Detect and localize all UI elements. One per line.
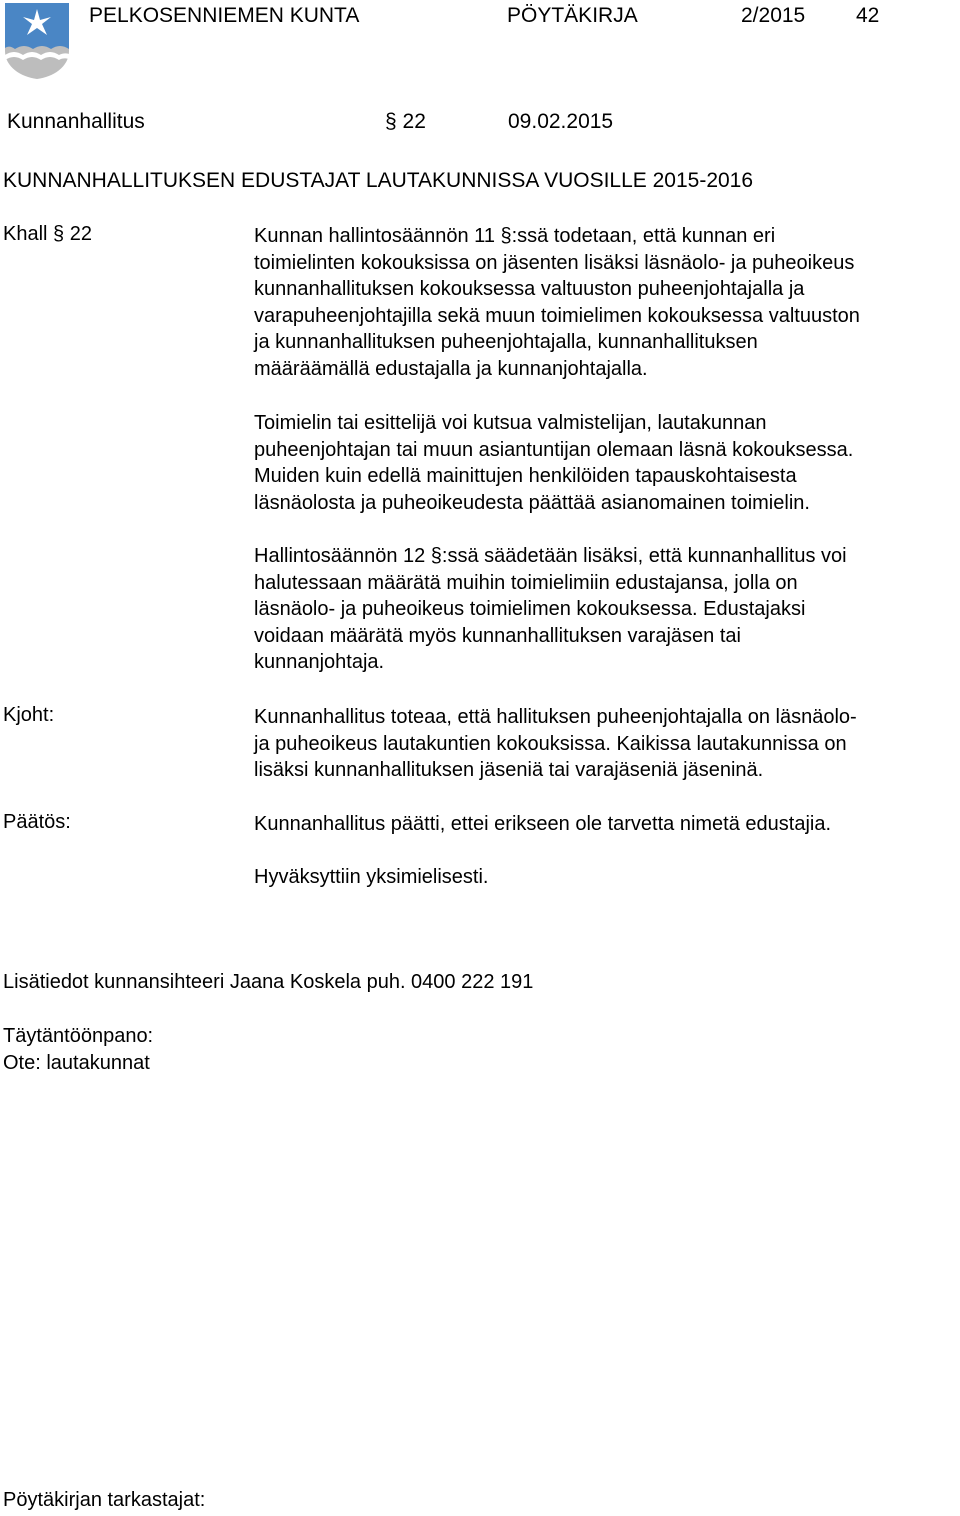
text-line: läsnäolosta ja puheoikeudesta päättää asianomainen toimielin. xyxy=(254,491,810,514)
page-number: 42 xyxy=(856,4,880,27)
text-line: kunnanhallituksen kokouksessa valtuuston puheenjohtajalla ja xyxy=(254,278,805,301)
text-line: Muiden kuin edellä mainittujen henkilöiden tapauskohtaisesta xyxy=(254,465,797,488)
contact-info: Lisätiedot kunnansihteeri Jaana Koskela puh. 0400 222 191 xyxy=(3,971,534,993)
text-line: Hallintosäännön 12 §:ssä säädetään lisäksi, että kunnanhallitus voi xyxy=(254,545,847,567)
text-line: puheenjohtajan tai muun asiantuntijan olemaan läsnä kokouksessa. xyxy=(254,438,854,461)
paragraph-decision xyxy=(254,811,960,838)
municipality-name: PELKOSENNIEMEN KUNTA xyxy=(89,4,360,27)
implementation-label: Täytäntöönpano: xyxy=(3,1025,154,1047)
paragraph-hallintosaanto-11 xyxy=(254,223,960,383)
paragraph-proposal xyxy=(254,704,960,784)
text-line: ja puheoikeus lautakuntien kokouksissa. Kaikissa lautakunnissa on xyxy=(254,732,847,755)
document-type: PÖYTÄKIRJA xyxy=(507,4,638,27)
text-line: kunnanjohtaja. xyxy=(254,651,385,674)
text-line: Kunnan hallintosäännön 11 §:ssä todetaan, että kunnan eri xyxy=(254,225,776,247)
municipality-crest-logo xyxy=(5,3,69,79)
paragraph-approved xyxy=(254,864,960,891)
section-label-kjoht: Kjoht: xyxy=(3,704,55,726)
extract-recipients: Ote: lautakunnat xyxy=(3,1052,150,1074)
text-line: Toimielin tai esittelijä voi kutsua valmistelijan, lautakunnan xyxy=(254,412,767,434)
text-line: toimielinten kokouksissa on jäsenten lisäksi läsnäolo- ja puheoikeus xyxy=(254,251,855,274)
text-line: läsnäolo- ja puheoikeus toimielimen kokouksessa. Edustajaksi xyxy=(254,598,806,621)
paragraph-hallintosaanto-12 xyxy=(254,543,960,676)
issue-number: 2/2015 xyxy=(741,4,806,27)
text-line: voidaan määrätä myös kunnanhallituksen varajäsen tai xyxy=(254,624,741,647)
text-line: varapuheenjohtajilla sekä muun toimielimen kokouksessa valtuuston xyxy=(254,304,860,327)
section-label-khall: Khall § 22 xyxy=(3,223,92,245)
page-title: KUNNANHALLITUKSEN EDUSTAJAT LAUTAKUNNISSA VUOSILLE 2015-2016 xyxy=(3,169,754,192)
meeting-body: Kunnanhallitus xyxy=(7,110,145,133)
text-line: Hyväksyttiin yksimielisesti. xyxy=(254,866,489,888)
minutes-reviewers-label: Pöytäkirjan tarkastajat: xyxy=(3,1489,206,1511)
text-line: halutessaan määrätä muihin toimielimiin edustajansa, jolla on xyxy=(254,571,798,594)
text-line: Kunnanhallitus päätti, ettei erikseen ole tarvetta nimetä edustajia. xyxy=(254,813,832,835)
text-line: Kunnanhallitus toteaa, että hallituksen puheenjohtajalla on läsnäolo- xyxy=(254,706,857,728)
text-line: määräämällä edustajalla ja kunnanjohtajalla. xyxy=(254,357,648,380)
section-label-paatos: Päätös: xyxy=(3,811,71,833)
paragraph-toimielin xyxy=(254,410,960,516)
text-line: ja kunnanhallituksen puheenjohtajalla, kunnanhallituksen xyxy=(254,331,758,354)
meeting-date: 09.02.2015 xyxy=(508,110,614,133)
meeting-section: § 22 xyxy=(385,110,426,133)
text-line: lisäksi kunnanhallituksen jäseniä tai varajäseniä jäseninä. xyxy=(254,759,764,782)
